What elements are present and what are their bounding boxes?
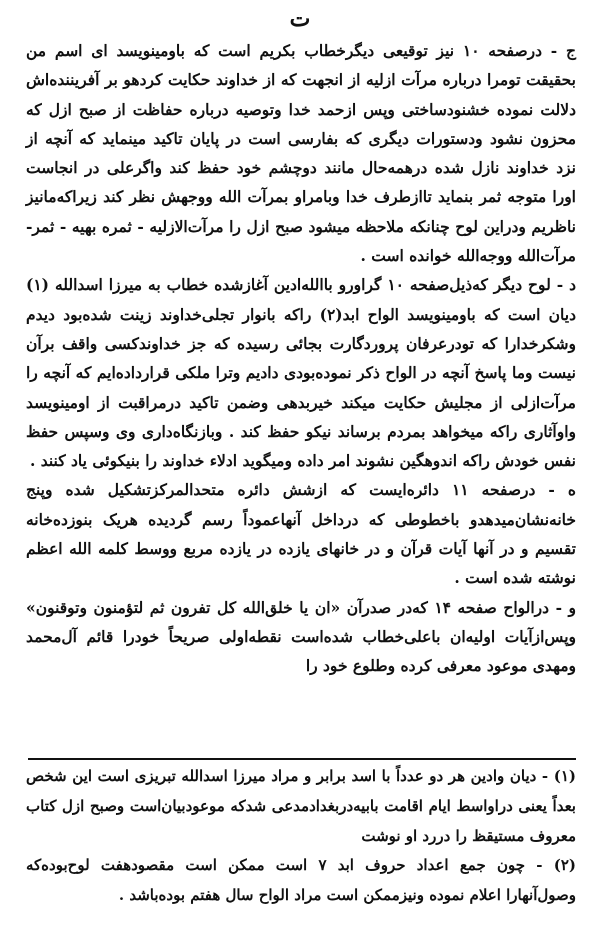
footnote-divider [28,758,576,760]
paragraph-he: ه - درصفحه ۱۱ دائره‌ایست که ازشش دائره متحدالمرکزتشکیل شده وپنج خانه‌نشان‌میدهدو باخطوطی که درداخل آنهاعموداً رسم گردیده هریک بنوزده‌خانه تقسیم و در آنها آیات قرآن و در خانهای یازده در یازده مربع ووسط کلمه الله اعظم نوشته شده است . [26,480,577,588]
footnote-2: (۲) - چون جمع اعداد حروف ابد ۷ است ممکن است مقصودهفت لوح‌بوده‌که وصول‌آنهارا اعلام نموده ونیزممکن است مراد الواح سال هفتم بوده‌باشد . [26,856,576,905]
paragraph-jim: ج - درصفحه ۱۰ نیز توقیعی دیگرخطاب بکریم است که باومینویسد ای اسم من بحقیقت تومرا درباره مرآت ازلیه از انجهت که از خداوند حکایت کردهو بر آفریننده‌اش دلالت نموده خشنودساختی وپس ازحمد خدا وتوصیه درباره حفاظت از صبح ازل که محزون نشود ودستورات دیگری که بفارسی است در پایان تاکید مینماید که آنچه از نزد خداوند نازل شده درهمه‌حال مانند دوچشم خود حفظ کند واگرعلی در انجاست اورا متوجه ثمر بنماید تاازطرف خدا وبامراو بمرآت الله ووجهش نظر کند زیراکه‌مانیز ناظریم ودراین لوح چنانکه ملاحظه میشود صبح ازل را مرآت‌الازلیه - ثمره بهیه - ثمر-مرآت‌الله ووجه‌الله خوانده است . [26,41,576,266]
page-number-letter: ت [289,6,311,32]
footnotes [26,762,576,911]
footnote-1: (۱) - دیان وادین هر دو عدداً با اسد برابر و مراد میرزا اسدالله تبریزی است این شخص بعداً یعنی درا‌واسط ایام اقامت بابیه‌دربغدادمدعی شدکه موعودبیان‌است وصبح ازل کتاب معروف مستیقظ را دررد او نوشت [26,767,576,845]
main-text [26,36,576,681]
paragraph-vav: و - درالواح صفحه ۱۴ که‌در صدرآن «ان یا خلق‌الله کل تفرون ثم لتؤمنون وتوقنون» وپس‌ازآیات اولیه‌ان باعلی‌خطاب شده‌است نقطه‌اولی صریحاً خودرا قائم آل‌محمد ومهدی موعود معرفی کرده وطلوع خود را [26,597,577,676]
paragraph-dal: د - لوح دیگر که‌ذیل‌صفحه ۱۰ گراورو باالله‌ادین آغازشده خطاب به میرزا اسدالله (۱) دیان است که باومینویسد الواح ابد(۲) راکه بانوار تجلی‌خداوند زینت شده‌بود دیدم وشکرخدارا که تودرعرفان پروردگارت بجائی رسیده‌ که جز خداوندکسی واقف برآن نیست وما پاسخ آنچه در الواح ذکر نموده‌بودی دادیم وترا ملکی قرارداده‌ایم که آنچه را مرآت‌ازلی از مجلیش حکایت میکند خیربدهی وضمن تاکید درمراقبت از اومینویسد واوآثاری راکه میخواهد بمردم برساند نیکو حفظ کند . وبازنگاه‌داری وی وسپس حفظ نفس خودش راکه اندوهگین نشوند امر داده ومیگوید ادلاء خداوند را بنیکوئی یاد کنند . [26,275,576,471]
